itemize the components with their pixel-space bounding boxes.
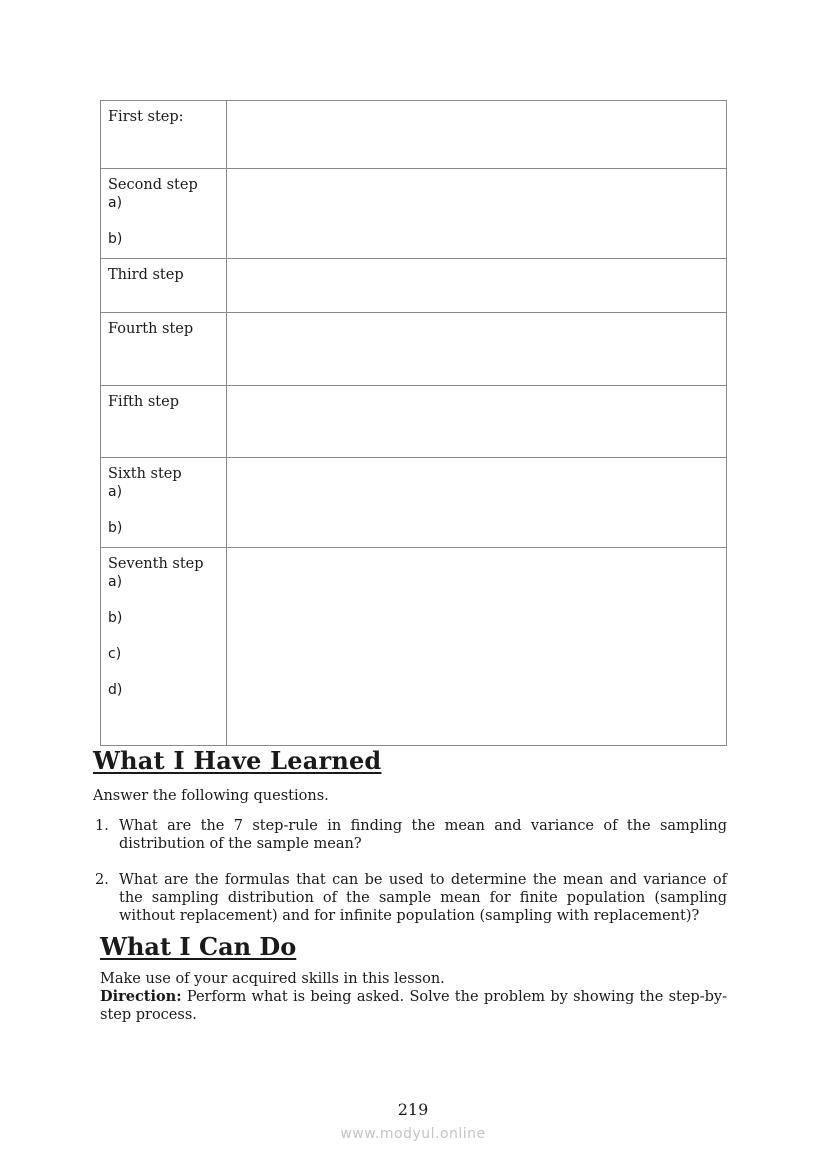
- answer-cell[interactable]: [227, 548, 727, 746]
- step-row: [101, 458, 727, 548]
- step-title: Fifth step: [108, 394, 179, 410]
- watermark: www.modyul.online: [340, 1126, 486, 1142]
- question-list: [93, 817, 727, 943]
- answer-cell[interactable]: [227, 386, 727, 458]
- question-text: What are the formulas that can be used to determine the mean and variance of the sampling distribution of the sample mean for finite population (sampling without replacement) and for infinite population (sampling with replacement)?: [119, 872, 727, 924]
- sub-item-label: b): [108, 231, 123, 247]
- direction-text: Perform what is being asked. Solve the problem by showing the step-by-step process.: [100, 989, 727, 1023]
- step-row: [101, 169, 727, 259]
- learned-instructions: Answer the following questions.: [93, 788, 329, 804]
- step-label-cell: [101, 101, 227, 169]
- step-label-cell: [101, 386, 227, 458]
- sub-item-label: a): [108, 574, 123, 590]
- page-number: 219: [397, 1100, 429, 1119]
- step-label-cell: [101, 313, 227, 386]
- step-row: [101, 386, 727, 458]
- direction-label: Direction:: [100, 988, 182, 1005]
- question-text: What are the 7 step-rule in finding the mean and variance of the sampling distribution of the sample mean?: [119, 818, 727, 852]
- step-label-cell: [101, 548, 227, 746]
- sub-item-label: c): [108, 646, 122, 662]
- cando-instructions: [100, 970, 727, 1024]
- step-label-cell: [101, 259, 227, 313]
- step-title: Sixth step: [108, 466, 182, 482]
- step-row: [101, 313, 727, 386]
- answer-cell[interactable]: [227, 313, 727, 386]
- sub-item-label: d): [108, 682, 123, 698]
- question-item: [93, 817, 727, 853]
- step-label-cell: [101, 458, 227, 548]
- answer-cell[interactable]: [227, 259, 727, 313]
- question-item: [93, 871, 727, 925]
- step-title: Seventh step: [108, 556, 204, 572]
- step-title: First step:: [108, 109, 184, 125]
- sub-item-label: b): [108, 610, 123, 626]
- step-row: [101, 259, 727, 313]
- answer-cell[interactable]: [227, 458, 727, 548]
- step-title: Second step: [108, 177, 198, 193]
- direction-paragraph: [100, 988, 727, 1024]
- sub-item-label: a): [108, 484, 123, 500]
- what-i-can-do-heading: What I Can Do: [100, 932, 297, 961]
- steps-table: [100, 100, 727, 746]
- answer-cell[interactable]: [227, 101, 727, 169]
- sub-item-label: b): [108, 520, 123, 536]
- cando-intro-line: Make use of your acquired skills in this lesson.: [100, 971, 445, 987]
- question-number: 1.: [95, 818, 109, 834]
- step-label-cell: [101, 169, 227, 259]
- sub-item-label: a): [108, 195, 123, 211]
- step-title: Fourth step: [108, 321, 194, 337]
- step-row: [101, 548, 727, 746]
- what-i-have-learned-heading: What I Have Learned: [93, 746, 382, 775]
- step-row: [101, 101, 727, 169]
- question-number: 2.: [95, 872, 109, 888]
- answer-cell[interactable]: [227, 169, 727, 259]
- step-title: Third step: [108, 267, 184, 283]
